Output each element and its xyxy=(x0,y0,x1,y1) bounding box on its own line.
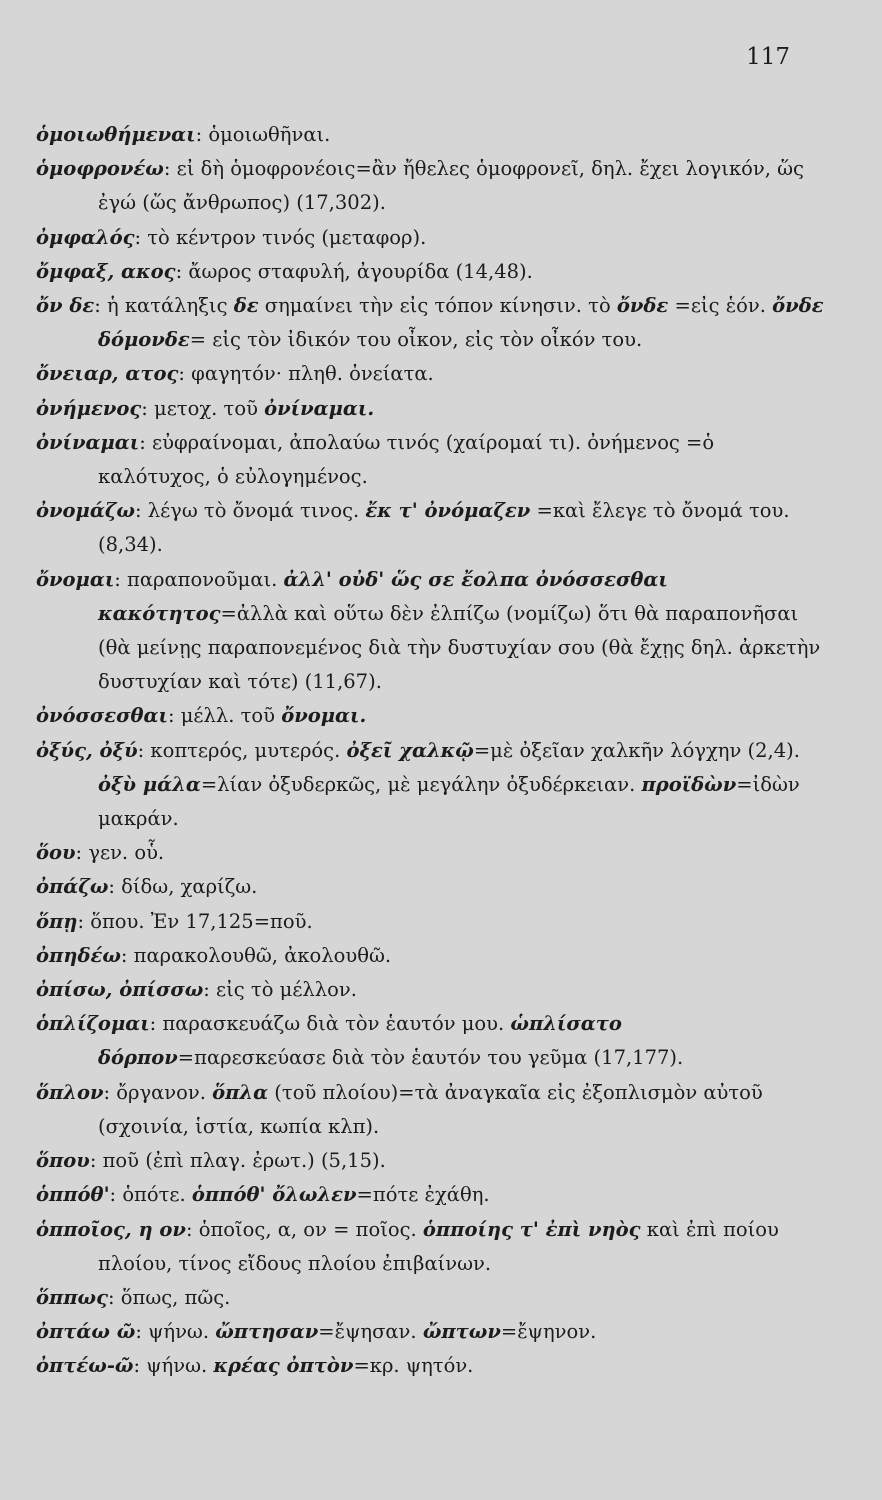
entry-headword: ὁμοφρονέω xyxy=(36,157,164,181)
entry-headword: ὀνίναμαι xyxy=(36,430,140,454)
dictionary-entry xyxy=(36,255,826,289)
entry-definition: : δίδω, χαρίζω. xyxy=(108,875,258,899)
entry-phrase: ἀλλ' οὐδ' ὥς σε ἔολπα ὀνόσσεσθαι κακότητος xyxy=(98,567,668,625)
entry-phrase: δε xyxy=(233,294,259,318)
entry-headword: ὁπλίζομαι xyxy=(36,1012,150,1036)
entry-definition: : κοπτερός, μυτερός. xyxy=(137,738,347,762)
entry-definition: =ἰδὼν μακράν. xyxy=(98,772,800,831)
dictionary-entry xyxy=(36,289,826,357)
entry-headword: ὅπλον xyxy=(36,1080,104,1104)
entry-definition: : ὅπως, πῶς. xyxy=(108,1285,231,1309)
entry-definition: : ψήνω. xyxy=(133,1354,214,1378)
entry-definition: : παραπονοῦμαι. xyxy=(114,567,284,591)
entry-definition: = εἰς τὸν ἰδικόν του οἶκον, εἰς τὸν οἶκόν του. xyxy=(189,328,643,352)
entry-definition: =κρ. ψητόν. xyxy=(353,1354,474,1378)
dictionary-entry xyxy=(36,905,826,939)
entry-headword: ὄνομαι xyxy=(36,567,115,591)
entry-phrase: ὅπλα xyxy=(212,1080,269,1104)
dictionary-entry xyxy=(36,392,826,426)
entry-headword: ὄμφαξ, ακος xyxy=(36,259,176,283)
entry-definition: : ὁποῖος, α, ον = ποῖος. xyxy=(185,1217,423,1241)
dictionary-entry xyxy=(36,563,826,700)
entry-headword: ὀξύς, ὀξύ xyxy=(36,738,138,762)
entry-headword: ὀμφαλός xyxy=(36,225,135,249)
dictionary-entry xyxy=(36,836,826,870)
entry-definition: (τοῦ πλοίου)=τὰ ἀναγκαῖα εἰς ἐξοπλισμὸν αὐτοῦ (σχοινία, ἱστία, κωπία κλπ). xyxy=(98,1080,763,1138)
entry-definition: καὶ ἐπὶ ποίου πλοίου, τίνος εἴδους πλοίου ἐπιβαίνων. xyxy=(98,1217,779,1275)
entry-headword: ὀνομάζω xyxy=(36,499,135,523)
entry-definition: =ἔψησαν. xyxy=(318,1320,423,1344)
entry-definition: : ὁπότε. xyxy=(109,1183,192,1207)
entry-phrase: ὁπποίης τ' ἐπὶ νηὸς xyxy=(422,1217,641,1241)
entry-phrase: ὄνδε xyxy=(616,294,669,318)
dictionary-entry xyxy=(36,1178,826,1212)
entry-phrase: ὤπτησαν xyxy=(215,1320,319,1344)
dictionary-entry xyxy=(36,1076,826,1144)
dictionary-entry xyxy=(36,1349,826,1383)
dictionary-entry xyxy=(36,152,826,220)
entry-definition: : εἰ δὴ ὁμοφρονέοις=ἂν ἤθελες ὁμοφρονεῖ, δηλ. ἔχει λογικόν, ὥς ἐγώ (ὥς ἄνθρωπος) (17,302). xyxy=(98,157,804,215)
entry-definition: : γεν. οὗ. xyxy=(75,841,165,865)
dictionary-entry xyxy=(36,221,826,255)
entry-definition: : ποῦ (ἐπὶ πλαγ. ἐρωτ.) (5,15). xyxy=(89,1149,386,1173)
dictionary-entry xyxy=(36,1007,826,1075)
entry-definition: =ἔψηνον. xyxy=(500,1320,597,1344)
entry-definition: =πότε ἐχάθη. xyxy=(356,1183,490,1207)
entry-headword: ὀνήμενος xyxy=(36,396,142,420)
entry-definition: =μὲ ὀξεῖαν χαλκῆν λόγχην (2,4). xyxy=(473,738,800,762)
entry-headword: ὀπτάω ῶ xyxy=(36,1320,136,1344)
entry-headword: ὅου xyxy=(36,841,76,865)
entry-definition: σημαίνει τὴν εἰς τόπον κίνησιν. τὸ xyxy=(258,294,617,318)
entry-headword: ὀπίσω, ὀπίσσω xyxy=(36,978,204,1002)
dictionary-entry xyxy=(36,734,826,837)
entry-definition: : λέγω τὸ ὄνομά τινος. xyxy=(134,499,366,523)
page-number: 117 xyxy=(746,44,790,70)
entry-definition: : μετοχ. τοῦ xyxy=(141,396,265,420)
entry-phrase: ὄνδε δόμονδε xyxy=(98,294,824,352)
entry-headword: ὀπάζω xyxy=(36,875,109,899)
entry-definition: =καὶ ἔλεγε τὸ ὄνομά του. (8,34). xyxy=(98,499,790,557)
entry-phrase: ὀξεῖ χαλκῷ xyxy=(346,738,474,762)
entry-definition: : παρασκευάζω διὰ τὸν ἑαυτόν μου. xyxy=(149,1012,511,1036)
entry-definition: : φαγητόν· πληθ. ὀνείατα. xyxy=(178,362,434,386)
entry-headword: ὀπτέω-ῶ xyxy=(36,1354,134,1378)
entry-definition: : τὸ κέντρον τινός (μεταφορ). xyxy=(134,225,427,249)
entry-headword: ὄνειαρ, ατος xyxy=(36,362,179,386)
entry-definition: : εἰς τὸ μέλλον. xyxy=(203,978,357,1002)
entry-definition: : ὁμοιωθῆναι. xyxy=(195,123,331,146)
dictionary-entry xyxy=(36,1213,826,1281)
entry-headword: ὁπποῖος, η ον xyxy=(36,1217,186,1241)
entry-headword: ὀπηδέω xyxy=(36,943,121,967)
entry-headword: ὁμοιωθήμεναι xyxy=(36,123,196,146)
entry-phrase: προϊδὼν xyxy=(641,772,737,796)
dictionary-entry xyxy=(36,973,826,1007)
dictionary-entry xyxy=(36,426,826,494)
dictionary-entry xyxy=(36,118,826,152)
entry-phrase: ὤπτων xyxy=(422,1320,501,1344)
entry-headword: ὄν δε xyxy=(36,294,95,318)
entry-headword: ὁππόθ' xyxy=(36,1183,110,1207)
dictionary-entry xyxy=(36,494,826,562)
entry-phrase: ὀξὺ μάλα xyxy=(98,772,201,796)
entry-definition: =λίαν ὀξυδερκῶς, μὲ μεγάλην ὀξυδέρκειαν. xyxy=(200,772,642,796)
entry-definition: : ὅπου. Ἐν 17,125=ποῦ. xyxy=(77,909,313,933)
entry-phrase: κρέας ὀπτὸν xyxy=(213,1354,354,1378)
entry-definition: : ἡ κατάληξις xyxy=(94,294,234,318)
entry-definition: =παρεσκεύασε διὰ τὸν ἑαυτόν του γεῦμα (17,177). xyxy=(177,1046,684,1070)
entry-phrase: ὁππόθ' ὄλωλεν xyxy=(191,1183,357,1207)
entry-headword: ὅπῃ xyxy=(36,909,78,933)
dictionary-entry xyxy=(36,870,826,904)
dictionary-entry xyxy=(36,1315,826,1349)
entry-phrase: ὄνομαι. xyxy=(281,704,367,728)
entry-phrase: ὡπλίσατο δόρπον xyxy=(98,1012,622,1070)
entry-definition: : ὄργανον. xyxy=(103,1080,213,1104)
entry-headword: ὅπου xyxy=(36,1149,90,1173)
dictionary-entry xyxy=(36,357,826,391)
entry-definition: : εὐφραίνομαι, ἀπολαύω τινός (χαίρομαί τι). ὀνήμενος =ὁ καλότυχος, ὁ εὐλογημένος. xyxy=(98,430,715,489)
entry-headword: ὅππως xyxy=(36,1285,108,1309)
entry-phrase: ὀνίναμαι. xyxy=(264,396,375,420)
entry-definition: : παρακολουθῶ, ἀκολουθῶ. xyxy=(120,943,392,967)
entry-definition: =εἰς ἑόν. xyxy=(668,294,773,318)
entry-definition: : ἄωρος σταφυλή, ἀγουρίδα (14,48). xyxy=(175,259,533,283)
entry-list xyxy=(36,118,826,1384)
dictionary-entry xyxy=(36,1281,826,1315)
entry-headword: ὀνόσσεσθαι xyxy=(36,704,168,728)
dictionary-entry xyxy=(36,699,826,733)
entry-phrase: ἔκ τ' ὀνόμαζεν xyxy=(365,499,531,523)
entry-definition: : μέλλ. τοῦ xyxy=(167,704,282,728)
dictionary-entry xyxy=(36,939,826,973)
dictionary-entry xyxy=(36,1144,826,1178)
entry-definition: : ψήνω. xyxy=(135,1320,216,1344)
entry-definition: =ἀλλὰ καὶ οὕτω δὲν ἐλπίζω (νομίζω) ὅτι θὰ παραπονῆσαι (θὰ μείνῃς παραπονεμένος διὰ τὴν δυστυχίαν σου (θὰ ἔχῃς δηλ. ἀρκετὴν δυστυχίαν καὶ τότε) (11,67). xyxy=(98,601,821,694)
